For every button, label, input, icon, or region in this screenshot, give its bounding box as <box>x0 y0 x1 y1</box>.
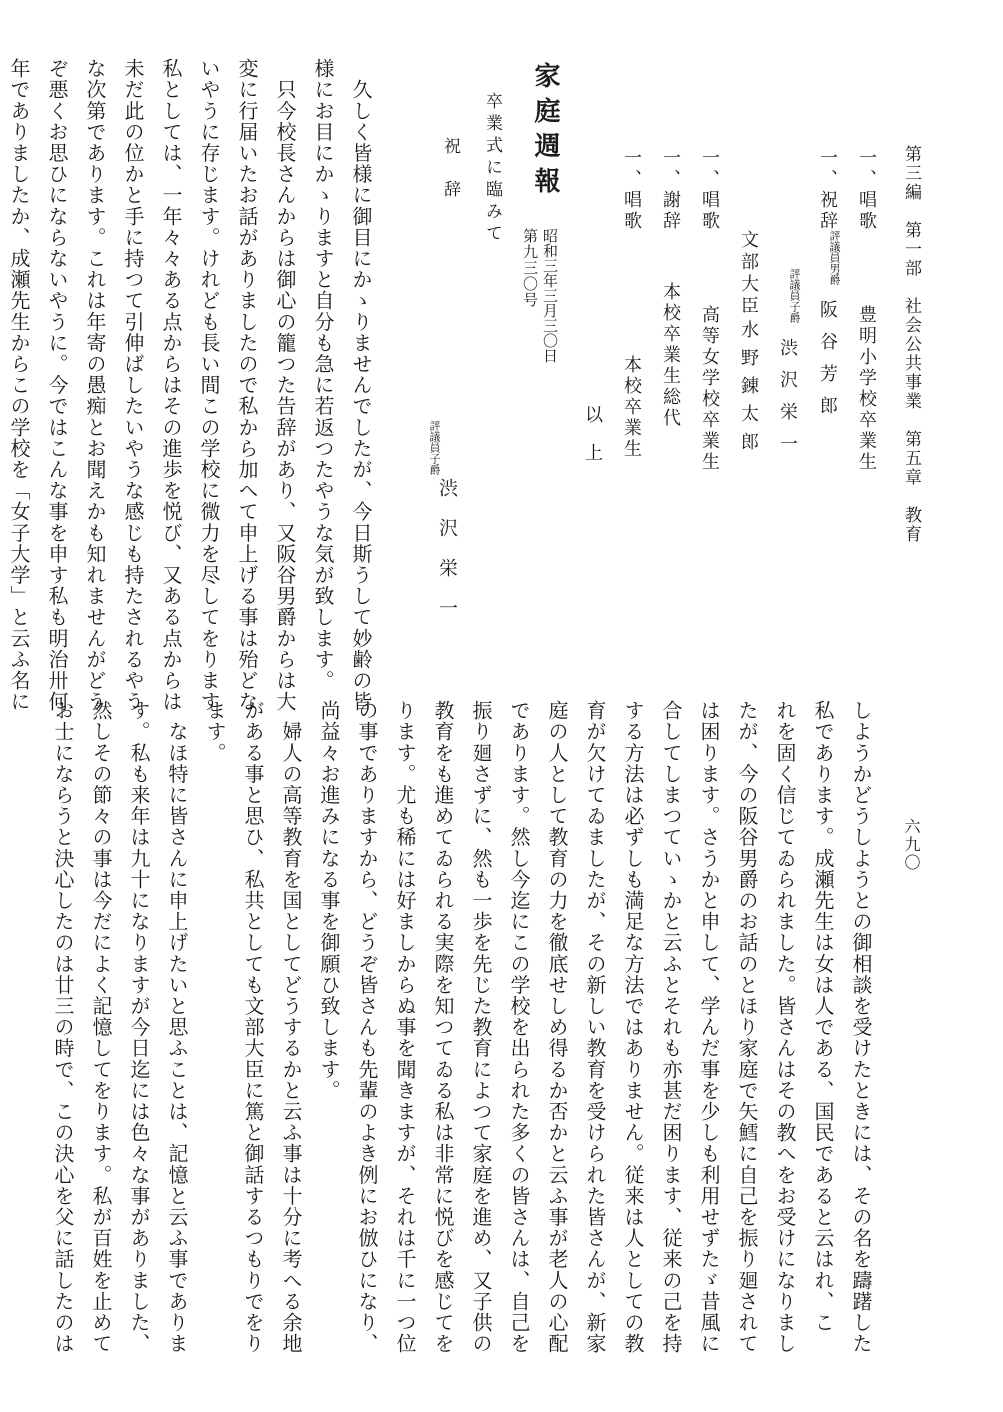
program-item-role: 評議員男爵 <box>828 230 841 285</box>
text-line: 様にお目にかゝりますと自分も急に若返つたやうな気が致します。 <box>311 58 335 691</box>
text-line: 尚益々お進みになる事を御願ひ致します。 <box>317 700 341 1101</box>
text-line: な次第であります。これは年寄の愚痴とお聞えかも知れませんがどう <box>83 58 107 713</box>
text-line: 年でありましたか、成瀬先生からこの学校を「女子大学」と云ふ名に <box>7 58 31 713</box>
text-line: 未だ此の位かと手に持つて引伸ばしたいやうな感じも持たされるやう <box>121 58 145 713</box>
program-item-type: 一、祝辞 <box>817 148 838 232</box>
text-line: ぞ悪くお思ひにならないやうに。今ではこんな事を申す私も明治卅何 <box>45 58 69 713</box>
text-line: 庭の人として教育の力を徹底せしめ得るか否かと云ふ事が老人の心配 <box>545 700 569 1355</box>
text-line: なほ特に皆さんに申上げたいと思ふことは、記憶と云ふ事でありま <box>165 700 189 1355</box>
page-number: 六九〇 <box>902 818 921 872</box>
article-body-upper <box>0 58 380 713</box>
text-line: 私としては、一年々々ある点からはその進歩を悦び、又ある点からは <box>159 58 183 713</box>
program-item-type: 一、唱歌 <box>856 148 877 232</box>
program-item-speaker: 水野錬太郎 <box>738 320 759 460</box>
text-line: ます。 <box>203 700 227 764</box>
text-line: たが、今の阪谷男爵のお話のとほり家庭で矢鱈に自己を振り廻されて <box>735 700 759 1355</box>
program-item-type: 一、謝辞 <box>660 148 681 232</box>
speech-heading: 祝辞 <box>440 137 460 223</box>
text-line: お士にならうと決心したのは廿三の時で、この決心を父に話したのは <box>51 700 75 1355</box>
text-line: 然しその節々の事は今だによく記憶してをります。私が百姓を止めて <box>89 700 113 1355</box>
text-line: の事でありますから、どうぞ皆さんも先輩のよき例にお倣ひになり、 <box>355 700 379 1355</box>
text-line: れを固く信じてゐられました。皆さんはその教へをお受けになりまし <box>773 700 797 1355</box>
program-item-role: 文部大臣 <box>738 230 759 318</box>
issue-number: 第九三〇号 <box>521 228 539 308</box>
text-line: 振り廻さずに、然も一歩を先じた教育によつて家庭を進め、又子供の <box>469 700 493 1355</box>
article-subtitle: 卒業式に臨みて <box>482 92 502 246</box>
text-line: であります。然し今迄にこの学校を出られた多くの皆さんは、自己を <box>507 700 531 1355</box>
program-item-speaker: 本校卒業生 <box>621 355 642 460</box>
text-line: ります。尤も稀には好ましからぬ事を聞きますが、それは千に一つ位 <box>393 700 417 1355</box>
program-item-speaker: 本校卒業生総代 <box>660 282 681 429</box>
text-line: 教育をも進めてゐられる実際を知つてゐる私は非常に悦びを感じてを <box>431 700 455 1355</box>
running-head: 第三編 第一部 社会公共事業 第五章 教育 <box>901 145 921 544</box>
program-item-speaker: 高等女学校卒業生 <box>699 305 720 473</box>
text-line: いやうに存じます。けれども長い間この学校に微力を尽してをります <box>197 58 221 713</box>
article-body-lower <box>6 700 880 1355</box>
text-line: 変に行届いたお話がありましたので私から加へて申上げる事は殆どな <box>235 58 259 713</box>
text-line: 合してしまつていゝかと云ふとそれも亦甚だ困ります、従来の己を持 <box>659 700 683 1355</box>
text-line: 私であります。成瀬先生は女は人である、国民であると云はれ、こ <box>811 700 835 1333</box>
issue-date: 昭和三年三月三〇日 <box>541 228 559 363</box>
text-line: しようかどうしようとの御相談を受けたときには、その名を躊躇した <box>849 700 873 1355</box>
text-line: 只今校長さんからは御心の籠つた告辞があり、又阪谷男爵からは大 <box>273 58 297 713</box>
program-item-speaker: 渋沢栄一 <box>777 338 798 466</box>
program-item-speaker: 豊明小学校卒業生 <box>856 305 877 473</box>
text-line: 久しく皆様に御目にかゝりませんでしたが、今日斯うして妙齢の皆 <box>349 58 373 713</box>
speaker-name: 渋沢栄一 <box>436 478 458 638</box>
program-closing: 以上 <box>582 405 603 481</box>
program-item-speaker: 阪谷芳郎 <box>817 300 838 428</box>
program-item-type: 一、唱歌 <box>699 148 720 232</box>
text-line: す。私も来年は九十になりますが今日迄には色々な事がありました、 <box>127 700 151 1355</box>
program-item-role: 評議員子爵 <box>788 268 801 323</box>
speaker-role: 評議員子爵 <box>428 420 441 475</box>
text-line: は困ります。さうかと申して、学んだ事を少しも利用せずたゞ昔風に <box>697 700 721 1355</box>
program-item-type: 一、唱歌 <box>621 148 642 232</box>
text-line: する方法は必ずしも満足な方法ではありません。従来は人としての教 <box>621 700 645 1355</box>
journal-title: 家庭週報 <box>530 62 560 202</box>
text-line: がある事と思ひ、私共としても文部大臣に篤と御話するつもりでをり <box>241 700 265 1355</box>
text-line: 育が欠けてゐましたが、その新しい教育を受けられた皆さんが、新家 <box>583 700 607 1355</box>
text-line: 婦人の高等教育を国としてどうするかと云ふ事は十分に考へる余地 <box>279 700 303 1355</box>
